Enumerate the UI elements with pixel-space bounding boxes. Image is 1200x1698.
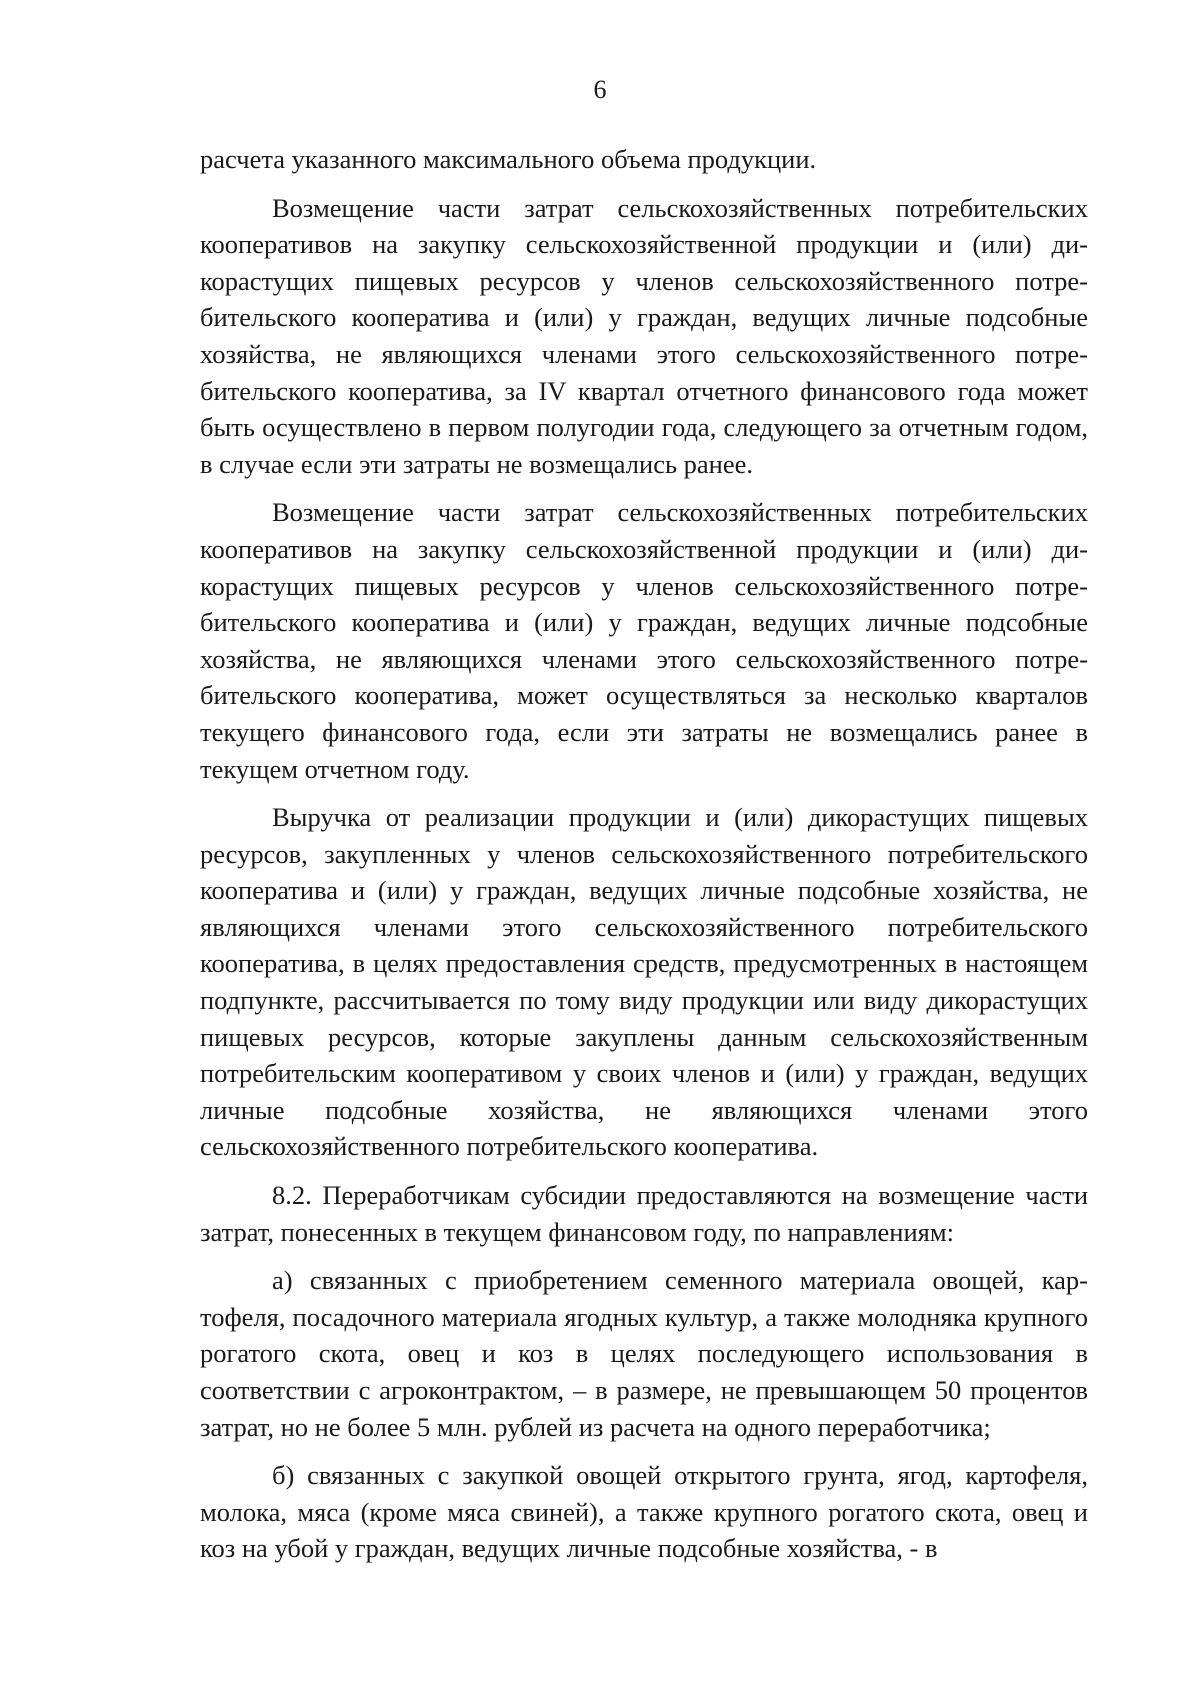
paragraph-several-quarters-reimbursement: Возмещение части затрат сельскохозяйственных потребительских кооперативов на закупку сельскохозяйственной продукции и (или) дикорастущих пищевых ресурсов у членов сельскохозяйственного потребительского кооператива и (или) у граждан, ведущих личные подсобные хозяйства, не являющихся членами этого сельскохозяйственного потребительского кооператива, может осуществляться за несколько кварталов текущего финансового года, если эти затраты не возмещались ранее в текущем отчетном году. [200,497,1088,784]
paragraph-revenue-calculation: Выручка от реализации продукции и (или) дикорастущих пищевых ресурсов, закупленных у членов сельскохозяйственного потребительского кооператива и (или) у граждан, ведущих личные подсобные хозяйства, не являющихся членами этого сельскохозяйственного потребительского кооператива, в целях предоставления средств, предусмотренных в настоящем подпункте, рассчитывается по тому виду продукции или виду дикорастущих пищевых ресурсов, которые закуплены данным сельскохозяйственным потребительским кооперативом у своих членов и (или) у граждан, ведущих личные подсобные хозяйства, не являющихся членами этого сельскохозяйственного потребительского кооператива. [200,802,1088,1162]
paragraph-item-a: а) связанных с приобретением семенного материала овощей, картофеля, посадочного материала ягодных культур, а также молодняка крупного рогатого скота, овец и коз в целях последующего использования в соответствии с агроконтрактом, – в размере, не превышающем 50 процентов затрат, но не более 5 млн. рублей из расчета на одного переработчика; [200,1265,1088,1442]
paragraph-item-b: б) связанных с закупкой овощей открытого грунта, ягод, картофеля, молока, мяса (кроме мяса свиней), а также крупного рогатого скота, овец и коз на убой у граждан, ведущих личные подсобные хозяйства, - в [200,1460,1088,1564]
document-body [200,141,1088,1579]
page-number: 6 [593,75,607,104]
paragraph-iv-quarter-reimbursement: Возмещение части затрат сельскохозяйственных потребительских кооперативов на закупку сельскохозяйственной продукции и (или) дикорастущих пищевых ресурсов у членов сельскохозяйственного потребительского кооператива и (или) у граждан, ведущих личные подсобные хозяйства, не являющихся членами этого сельскохозяйственного потребительского кооператива, за IV квартал отчетного финансового года может быть осуществлено в первом полугодии года, следующего за отчетным годом, в случае если эти затраты не возмещались ранее. [200,192,1088,479]
paragraph-continuation: расчета указанного максимального объема продукции. [200,144,817,174]
paragraph-section-8-2: 8.2. Переработчикам субсидии предоставляются на возмещение части затрат, понесенных в текущем финансовом году, по направлениям: [200,1180,1088,1247]
